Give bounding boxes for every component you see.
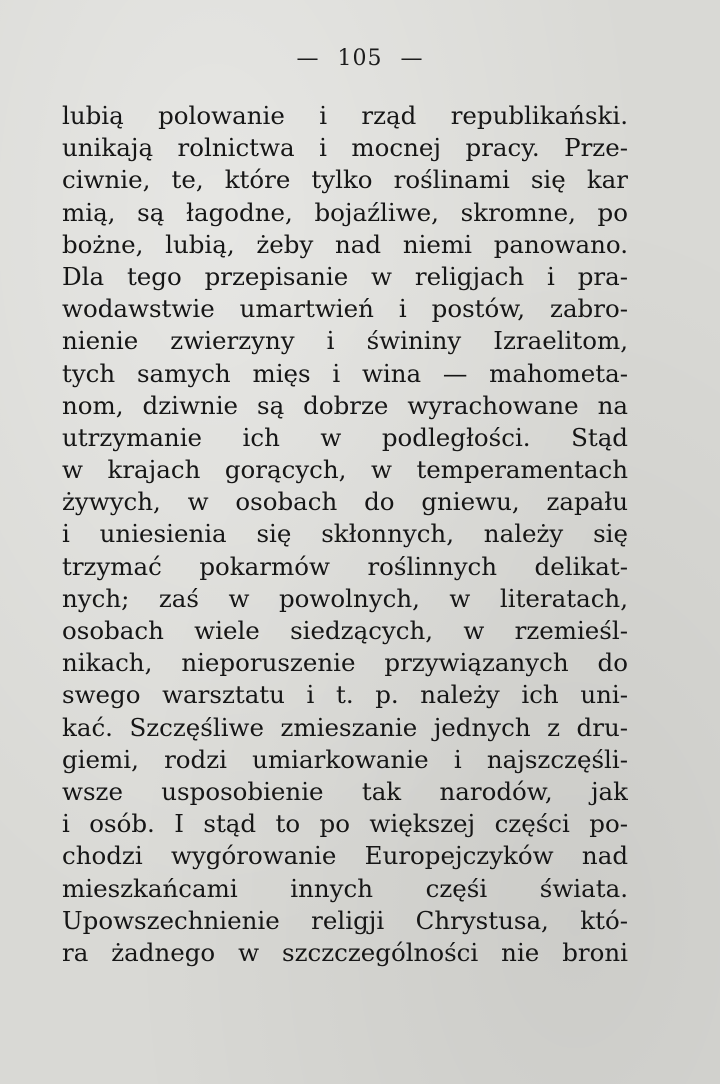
header-dash-left: — [296,46,320,71]
text-line: w krajach gorących, w temperamentach [62,455,628,485]
body-text [62,100,628,969]
text-line: utrzymanie ich w podległości. Stąd [62,422,628,452]
text-line: wsze usposobienie tak narodów, jak [62,776,628,806]
text-line: ciwnie, te, które tylko roślinami się kar [62,165,628,195]
text-line: osobach wiele siedzących, w rzemieśl- [62,616,628,645]
text-line: nikach, nieporuszenie przywiązanych do [62,648,628,678]
text-line: trzymać pokarmów roślinnych delikat- [62,551,628,581]
text-line: wodawstwie umartwień i postów, zabro- [62,294,628,324]
text-line: swego warsztatu i t. p. należy ich uni- [62,680,628,710]
text-line: nom, dziwnie są dobrze wyrachowane na [62,390,628,420]
page-number: 105 [337,46,383,71]
text-line: Dla tego przepisanie w religjach i pra- [62,261,628,291]
text-line: kać. Szczęśliwe zmieszanie jednych z dru- [62,712,628,742]
text-line: żywych, w osobach do gniewu, zapału [62,487,628,517]
text-line: bożne, lubią, żeby nad niemi panowano. [62,229,628,259]
text-line: Upowszechnienie religji Chrystusa, któ- [62,905,628,935]
text-line: mieszkańcami innych częśi świata. [62,873,628,903]
page-header [0,46,720,71]
text-line: nych; zaś w powolnych, w literatach, [62,583,628,613]
text-line: giemi, rodzi umiarkowanie i najszczęśli- [62,744,628,774]
text-line: mią, są łagodne, bojaźliwe, skromne, po [62,197,628,227]
text-line: lubią polowanie i rząd republikański. [62,101,628,130]
text-line: tych samych mięs i wina — mahometa- [62,358,628,388]
text-line: i osób. I stąd to po większej części po- [62,809,628,839]
text-line: unikają rolnictwa i mocnej pracy. Prze- [62,133,628,163]
header-dash-right: — [400,46,424,71]
text-line: nienie zwierzyny i świniny Izraelitom, [62,326,628,356]
text-line: ra żadnego w szczczególności nie broni [62,937,628,967]
text-line: chodzi wygórowanie Europejczyków nad [62,841,628,871]
text-line: i uniesienia się skłonnych, należy się [62,519,628,549]
